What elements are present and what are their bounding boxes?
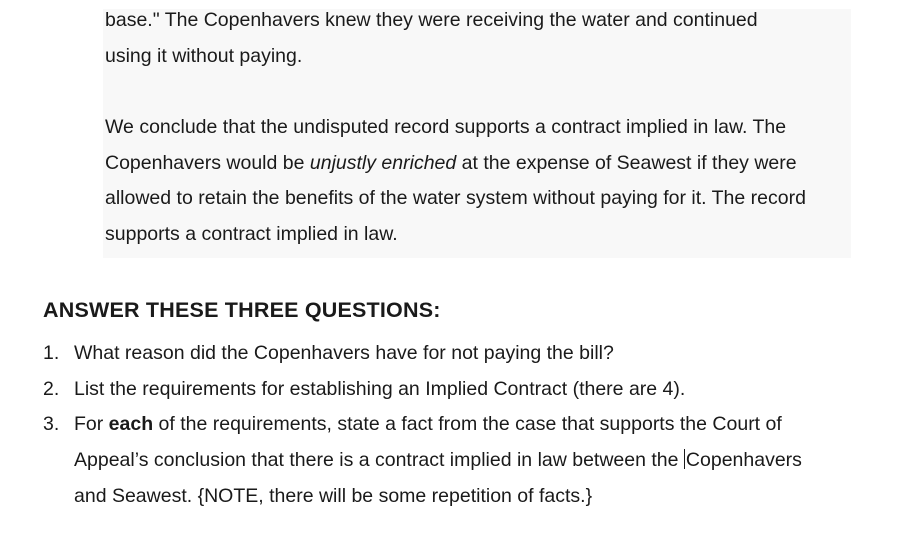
quote-paragraph-1: [105, 3, 855, 74]
emphasized-term: unjustly enriched: [309, 151, 457, 174]
quote-paragraph-2: [105, 110, 855, 253]
quote-paragraph-2-line-4: supports a contract implied in law.: [105, 223, 398, 246]
question-text-segment: For: [74, 413, 109, 436]
question-item-1: [43, 336, 903, 372]
question-number: 1.: [43, 342, 60, 364]
text-cursor: [684, 449, 685, 469]
quote-paragraph-2-line-1: We conclude that the undisputed record supports a contract implied in law. The: [105, 116, 787, 138]
questions-heading: ANSWER THESE THREE QUESTIONS:: [43, 298, 441, 322]
question-text-line-3: and Seawest. {NOTE, there will be some repetition of facts.}: [74, 484, 593, 507]
questions-list: [43, 336, 903, 515]
question-text: What reason did the Copenhavers have for not paying the bill?: [74, 342, 614, 364]
question-number: 2.: [43, 377, 60, 400]
question-text: List the requirements for establishing an Implied Contract (there are 4).: [74, 377, 686, 400]
question-text-line-1: [74, 407, 903, 443]
quote-paragraph-2-line-3: allowed to retain the benefits of the water system without paying for it. The record: [105, 187, 806, 210]
question-text-segment: of the requirements, state a fact from the case that supports the Court of: [153, 413, 782, 436]
quote-text-segment: Copenhavers would be: [105, 151, 310, 174]
question-item-2: [43, 372, 903, 408]
question-number: 3.: [43, 413, 60, 436]
quote-text-segment: at the expense of Seawest if they were: [456, 151, 797, 174]
question-text-line-2[interactable]: [74, 443, 903, 479]
question-text-segment: Copenhavers: [685, 449, 802, 472]
question-text-segment: Appeal’s conclusion that there is a contract implied in law between the: [74, 449, 684, 472]
quote-paragraph-1-line-2: using it without paying.: [105, 44, 303, 67]
quote-paragraph-2-line-2: [105, 146, 855, 182]
bold-term: each: [108, 413, 154, 436]
question-item-3: [43, 407, 903, 514]
quote-paragraph-1-line-1: base." The Copenhavers knew they were receiving the water and continued: [105, 9, 758, 31]
